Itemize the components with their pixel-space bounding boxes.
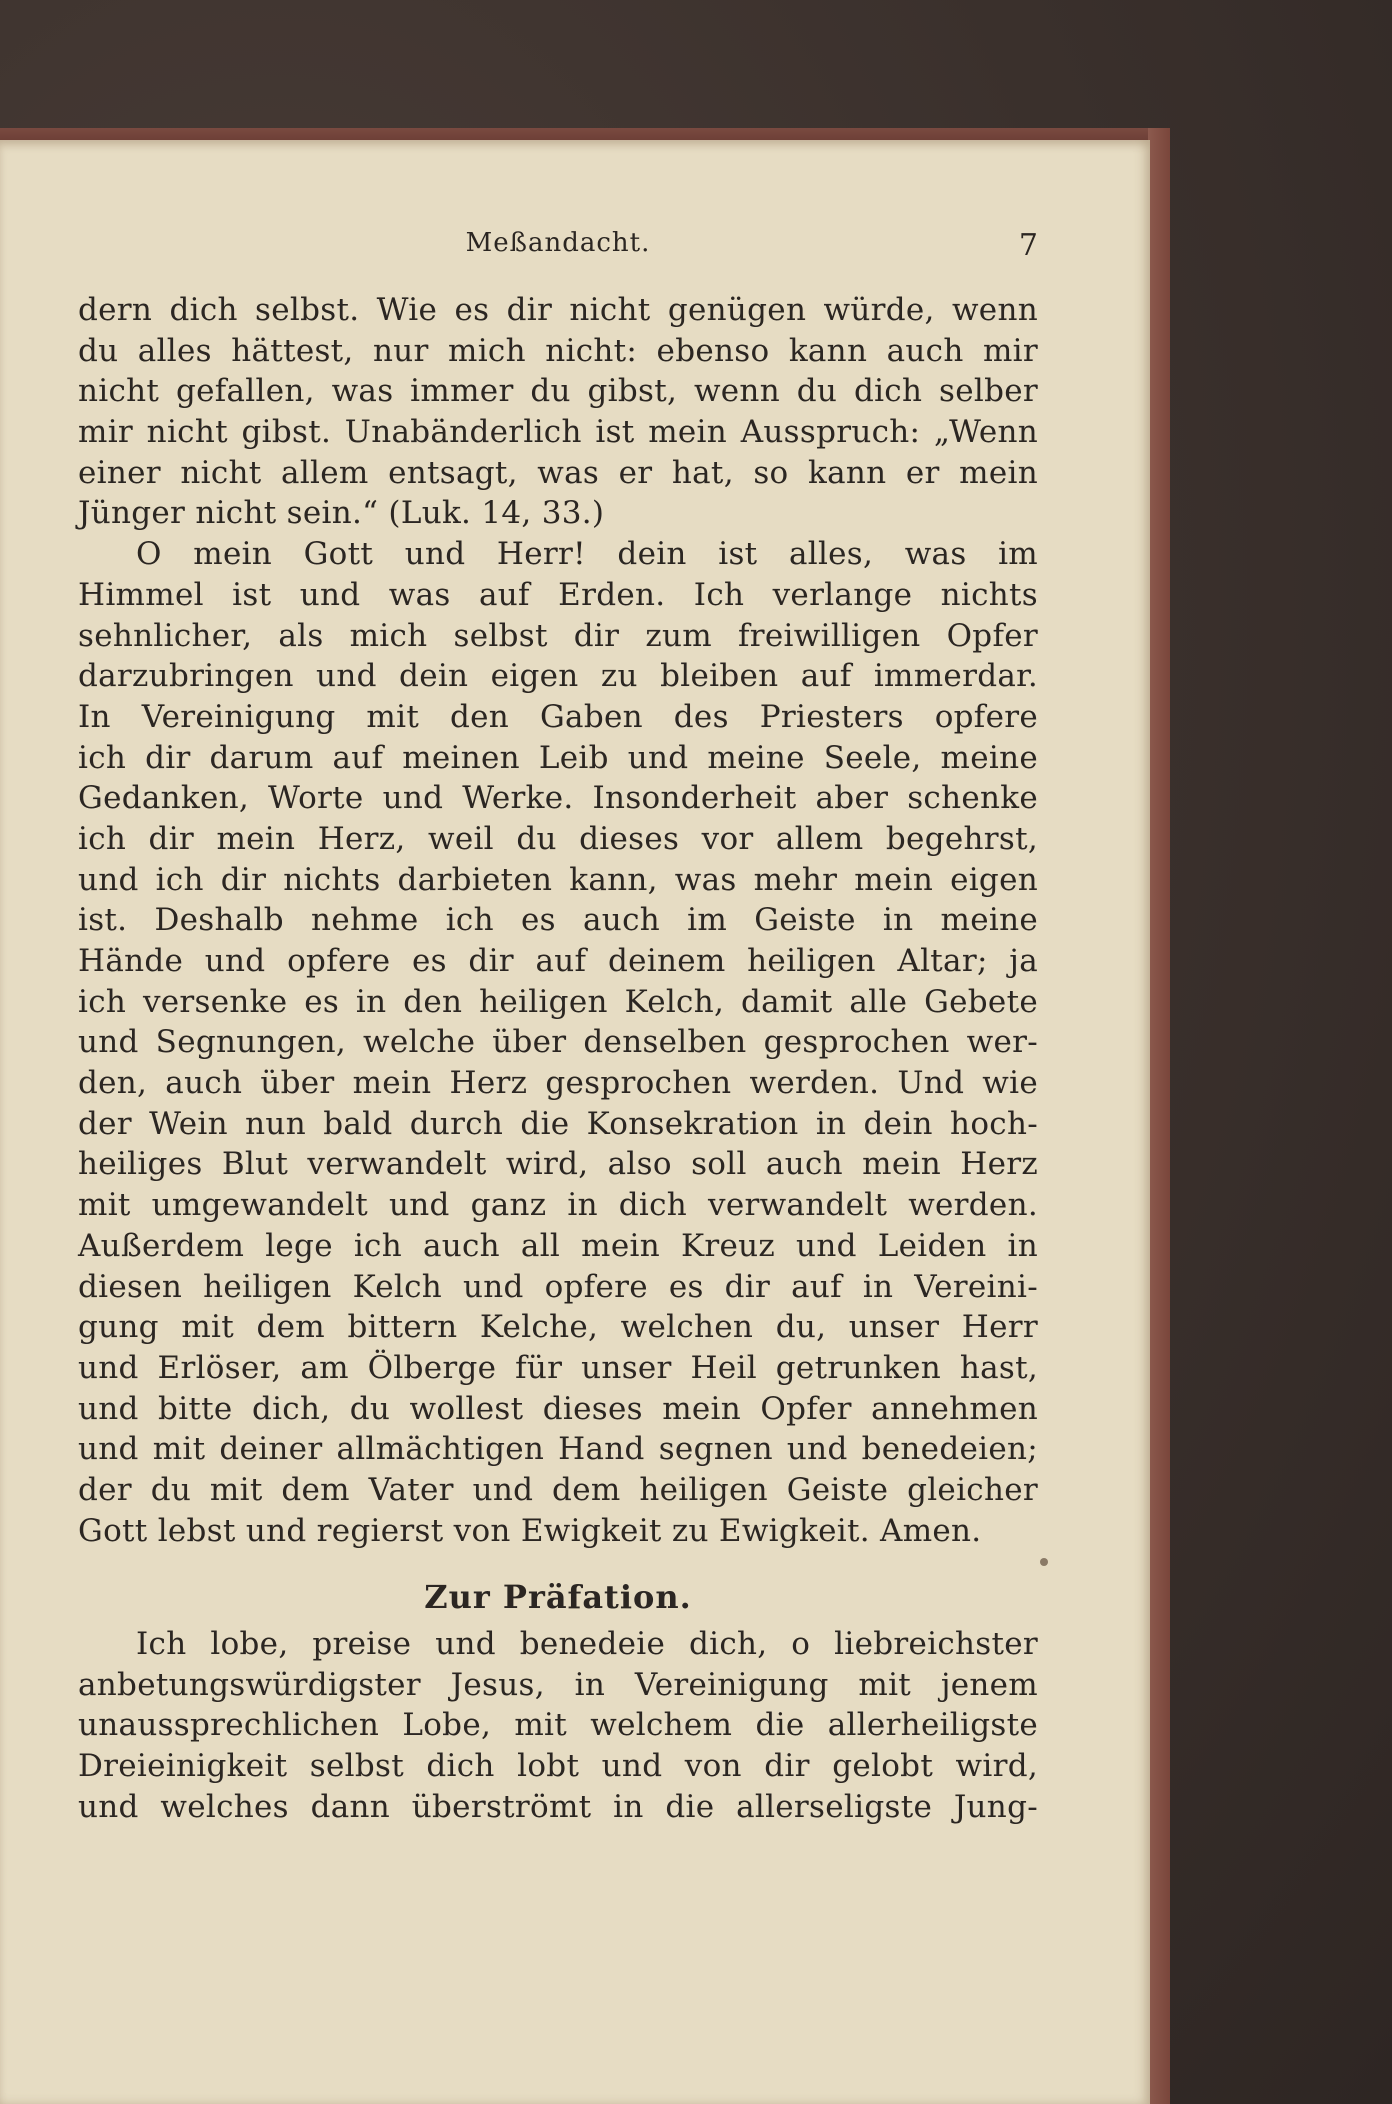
text-line: ist. Deshalb nehme ich es auch im Geiste in meine xyxy=(78,902,1038,939)
text-line: sehnlicher, als mich selbst dir zum freiwilligen Opfer xyxy=(78,617,1038,654)
book-spine-edge xyxy=(1148,128,1170,2104)
text-line: und mit deiner allmächtigen Hand segnen und benedeien; xyxy=(78,1431,1038,1468)
text-line: O mein Gott und Herr! dein ist alles, was im xyxy=(136,536,1038,573)
text-line: und ich dir nichts darbieten kann, was mehr mein eigen xyxy=(78,861,1038,898)
text-line: heiliges Blut verwandelt wird, also soll auch mein Herz xyxy=(78,1146,1038,1183)
text-line: einer nicht allem entsagt, was er hat, so kann er mein xyxy=(78,454,1038,491)
text-line: du alles hättest, nur mich nicht: ebenso kann auch mir xyxy=(78,332,1038,369)
text-line: mit umgewandelt und ganz in dich verwandelt werden. xyxy=(78,1187,1038,1224)
text-line: und Erlöser, am Ölberge für unser Heil getrunken hast, xyxy=(78,1349,1038,1386)
text-line: der Wein nun bald durch die Konsekration in dein hoch- xyxy=(78,1105,1038,1142)
text-line: anbetungswürdigster Jesus, in Vereinigung mit jenem xyxy=(78,1666,1038,1703)
body-text-offertory xyxy=(78,290,1038,1551)
book-page xyxy=(0,140,1150,2104)
text-line: nicht gefallen, was immer du gibst, wenn du dich selber xyxy=(78,373,1038,410)
text-line: ich versenke es in den heiligen Kelch, damit alle Gebete xyxy=(78,983,1038,1020)
text-line: diesen heiligen Kelch und opfere es dir auf in Vereini- xyxy=(78,1268,1038,1305)
text-line: und welches dann überströmt in die allerseligste Jung- xyxy=(78,1788,1038,1825)
body-text-preface xyxy=(78,1624,1038,1827)
text-line: gung mit dem bittern Kelche, welchen du, unser Herr xyxy=(78,1309,1038,1346)
text-line: Außerdem lege ich auch all mein Kreuz und Leiden in xyxy=(78,1227,1038,1264)
text-line: Hände und opfere es dir auf deinem heiligen Altar; ja xyxy=(78,943,1038,979)
running-title: Meßandacht. xyxy=(465,228,651,258)
text-line: dern dich selbst. Wie es dir nicht genügen würde, wenn xyxy=(78,292,1038,328)
text-line: der du mit dem Vater und dem heiligen Geiste gleicher xyxy=(78,1471,1038,1508)
page-number: 7 xyxy=(1018,228,1038,263)
text-line: Dreieinigkeit selbst dich lobt und von dir gelobt wird, xyxy=(78,1748,1038,1785)
text-line: und Segnungen, welche über denselben gesprochen wer- xyxy=(78,1024,1038,1061)
section-heading: Zur Präfation. xyxy=(424,1578,692,1616)
text-line: mir nicht gibst. Unabänderlich ist mein Ausspruch: „Wenn xyxy=(78,414,1038,451)
text-line: Jünger nicht sein.“ (Luk. 14, 33.) xyxy=(78,495,605,532)
text-line: Gedanken, Worte und Werke. Insonderheit aber schenke xyxy=(78,780,1038,817)
text-line: In Vereinigung mit den Gaben des Priesters opfere xyxy=(78,698,1038,735)
text-line: Gott lebst und regierst von Ewigkeit zu Ewigkeit. Amen. xyxy=(78,1512,982,1549)
running-head xyxy=(78,228,1038,268)
text-line: Ich lobe, preise und benedeie dich, o liebreichster xyxy=(136,1626,1038,1662)
page-content xyxy=(78,140,1038,2104)
text-line: Himmel ist und was auf Erden. Ich verlange nichts xyxy=(78,576,1038,613)
text-line: unaussprechlichen Lobe, mit welchem die allerheiligste xyxy=(78,1707,1038,1744)
text-line: ich dir darum auf meinen Leib und meine Seele, meine xyxy=(78,739,1038,776)
text-line: den, auch über mein Herz gesprochen werden. Und wie xyxy=(78,1065,1038,1102)
text-line: und bitte dich, du wollest dieses mein Opfer annehmen xyxy=(78,1390,1038,1427)
text-line: ich dir mein Herz, weil du dieses vor allem begehrst, xyxy=(78,820,1038,857)
ornament-dot xyxy=(1040,1558,1048,1566)
text-line: darzubringen und dein eigen zu bleiben auf immerdar. xyxy=(78,658,1038,695)
